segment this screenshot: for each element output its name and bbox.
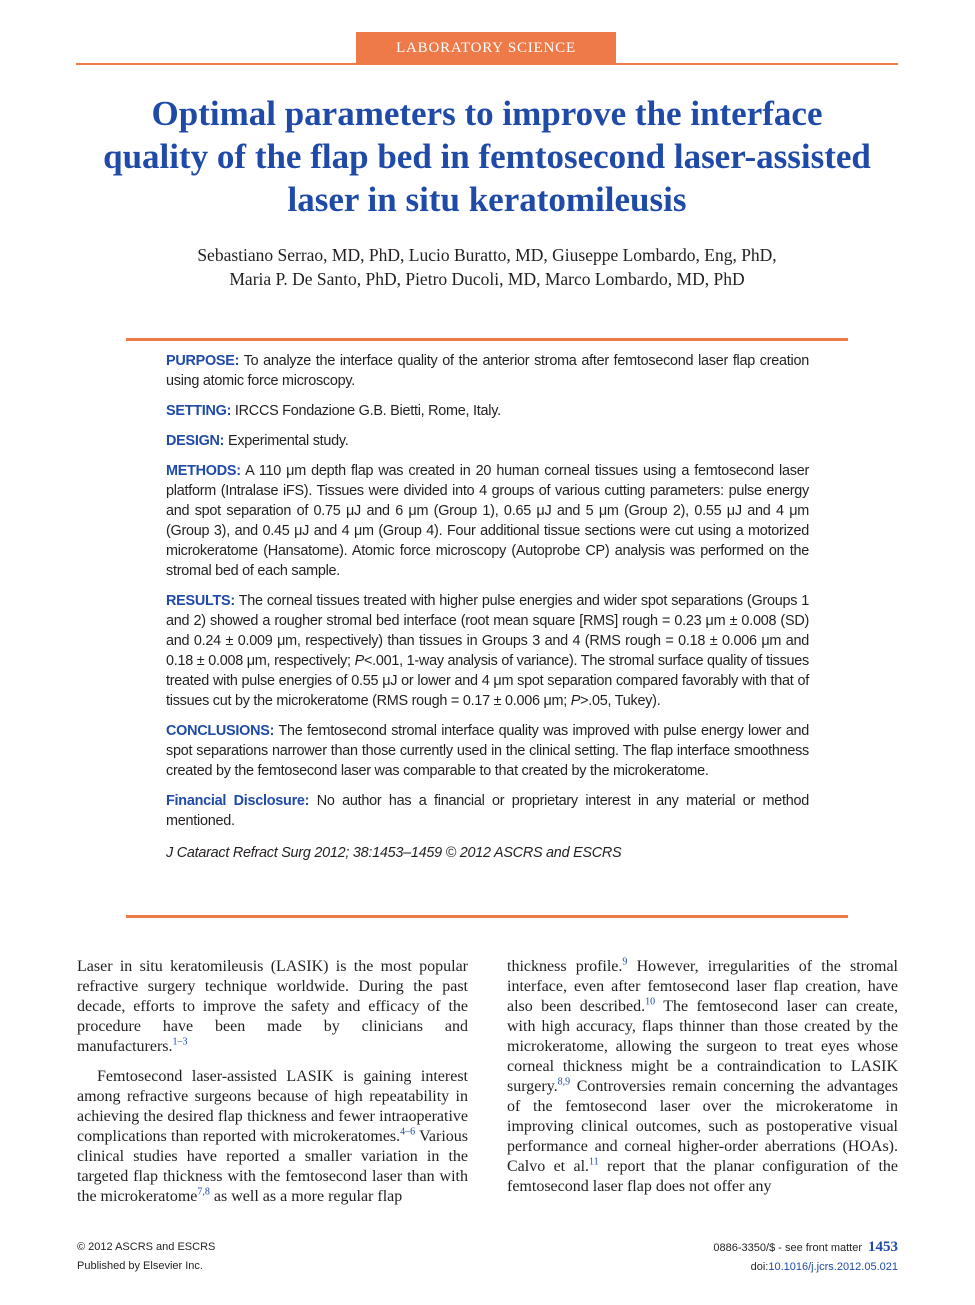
abstract-conclusions bbox=[166, 721, 809, 781]
abstract-methods bbox=[166, 461, 809, 581]
footer-issn-line bbox=[713, 1238, 898, 1258]
footer-right bbox=[713, 1238, 898, 1277]
abstract-purpose bbox=[166, 351, 809, 391]
abstract-bottom-rule bbox=[126, 915, 848, 918]
disclosure-label: Financial Disclosure: bbox=[166, 793, 310, 809]
article-title: Optimal parameters to improve the interface quality of the flap bed in femtosecond laser-assisted laser in situ keratomileusis bbox=[103, 94, 871, 219]
setting-text: IRCCS Fondazione G.B. Bietti, Rome, Italy. bbox=[234, 403, 501, 419]
design-label: DESIGN: bbox=[166, 433, 225, 449]
results-text-c: >.05, Tukey). bbox=[580, 693, 661, 709]
results-text-a: The corneal tissues treated with higher pulse energies and wider spot separations (Groups 1 and 2) showed a rougher stromal bed interface (root mean square [RMS] rough = 0.23 μm ± 0.008 (SD) and 0.24 ± 0.009 μm, respectively) than tissues in Groups 3 and 4 (RMS rough = 0.18 ± 0.006 μm and 0.18 ± 0.008 μm, respectively; bbox=[166, 593, 809, 669]
purpose-label: PURPOSE: bbox=[166, 353, 240, 369]
reference-link[interactable]: 11 bbox=[589, 1156, 599, 1168]
author-list bbox=[96, 243, 878, 291]
abstract-disclosure bbox=[166, 791, 809, 831]
body-text: report that the planar configuration of the femtosecond laser flap does not offer any bbox=[507, 1158, 899, 1195]
conclusions-label: CONCLUSIONS: bbox=[166, 723, 275, 739]
setting-label: SETTING: bbox=[166, 403, 232, 419]
reference-link[interactable]: 1–3 bbox=[172, 1036, 188, 1048]
design-text: Experimental study. bbox=[227, 433, 349, 449]
body-text: The femtosecond laser can create, with high accuracy, flaps thinner than those created by the microkeratome, allowing the surgeon to treat eyes whose corneal thickness might be a contraindication to LASIK surgery. bbox=[507, 998, 899, 1095]
footer-publisher: Published by Elsevier Inc. bbox=[77, 1260, 203, 1272]
authors-line-2: Maria P. De Santo, PhD, Pietro Ducoli, MD, Marco Lombardo, MD, PhD bbox=[229, 269, 745, 289]
page-number: 1453 bbox=[868, 1239, 898, 1255]
body-text: Femtosecond laser-assisted LASIK is gaining interest among refractive surgeons because of high repeatability in achieving the desired flap thickness and fewer intraoperative complications than reported with microkeratomes. bbox=[77, 1068, 468, 1145]
methods-label: METHODS: bbox=[166, 463, 241, 479]
authors-line-1: Sebastiano Serrao, MD, PhD, Lucio Buratto, MD, Giuseppe Lombardo, Eng, PhD, bbox=[197, 245, 777, 265]
conclusions-text: The femtosecond stromal interface quality was improved with pulse energy lower and spot separations narrower than those currently used in the clinical setting. The flap interface smoothness created by the femtosecond laser was comparable to that created by the microkeratome. bbox=[166, 723, 810, 779]
reference-link[interactable]: 8,9 bbox=[557, 1076, 571, 1088]
p-value-symbol: P bbox=[570, 693, 581, 709]
body-text: as well as a more regular flap bbox=[209, 1188, 403, 1205]
journal-citation: J Cataract Refract Surg 2012; 38:1453–1459 © 2012 ASCRS and ESCRS bbox=[166, 845, 622, 861]
abstract-results bbox=[166, 591, 809, 711]
abstract-top-rule bbox=[126, 338, 848, 341]
reference-link[interactable]: 9 bbox=[622, 956, 628, 968]
body-paragraph-1 bbox=[77, 957, 468, 1057]
footer-copyright: © 2012 ASCRS and ESCRS bbox=[77, 1241, 216, 1253]
reference-link[interactable]: 4–6 bbox=[400, 1126, 416, 1138]
body-text: Controversies remain concerning the advantages of the femtosecond laser over the microkeratome in improving clinical outcomes, such as postoperative visual performance and corneal higher-order aberrations (HOAs). Calvo et al. bbox=[507, 1078, 898, 1175]
header-rule bbox=[76, 63, 898, 65]
results-label: RESULTS: bbox=[166, 593, 235, 609]
abstract-design bbox=[166, 431, 809, 451]
reference-link[interactable]: 7,8 bbox=[197, 1186, 210, 1198]
body-column-left bbox=[77, 957, 468, 1207]
abstract bbox=[166, 351, 809, 873]
disclosure-text: No author has a financial or proprietary interest in any material or method mentioned. bbox=[166, 793, 810, 829]
abstract-setting bbox=[166, 401, 809, 421]
body-text: Laser in situ keratomileusis (LASIK) is the most popular refractive surgery technique worldwide. During the past decade, efforts to improve the safety and efficacy of the procedure have been made by clinicians and manufacturers. bbox=[77, 958, 468, 1055]
results-text-b: <.001, 1-way analysis of variance). The stromal surface quality of tissues treated with pulse energies of 0.55 μJ or lower and 4 μm spot separation compared favorably with that of tissues cut by the microkeratome (RMS rough = 0.17 ± 0.006 μm; bbox=[166, 653, 809, 709]
footer-left bbox=[77, 1238, 215, 1276]
body-text: However, irregularities of the stromal interface, even after femtosecond laser flap creation, have also been described. bbox=[507, 958, 899, 1015]
doi-prefix: doi: bbox=[750, 1261, 769, 1273]
body-text: Various clinical studies have reported a smaller variation in the targeted flap thickness with the femtosecond laser than with the microkeratome bbox=[77, 1128, 469, 1205]
footer-issn: 0886-3350/$ - see front matter bbox=[713, 1242, 862, 1254]
purpose-text: To analyze the interface quality of the anterior stroma after femtosecond laser flap creation using atomic force microscopy. bbox=[166, 353, 809, 389]
methods-text: A 110 μm depth flap was created in 20 human corneal tissues using a femtosecond laser platform (Intralase iFS). Tissues were divided into 4 groups of various cutting parameters: pulse energy and spot separation of 0.75 μJ and 6 μm (Group 1), 0.65 μJ and 5 μm (Group 2), 0.55 μJ and 4 μm (Group 3), and 0.45 μJ and 4 μm (Group 4). Four additional tissue sections were cut using a motorized microkeratome (Hansatome). Atomic force microscopy (Autoprobe CP) analysis was performed on the stromal bed of each sample. bbox=[166, 463, 809, 579]
body-paragraph-3 bbox=[507, 957, 898, 1197]
footer-doi-line bbox=[713, 1258, 898, 1277]
body-text: thickness profile. bbox=[507, 958, 623, 975]
p-value-symbol: P bbox=[354, 653, 364, 669]
body-paragraph-2 bbox=[77, 1067, 468, 1207]
section-tag: LABORATORY SCIENCE bbox=[356, 32, 616, 64]
reference-link[interactable]: 10 bbox=[645, 996, 656, 1008]
doi-link[interactable]: 10.1016/j.jcrs.2012.05.021 bbox=[768, 1261, 898, 1273]
body-column-right bbox=[507, 957, 898, 1197]
